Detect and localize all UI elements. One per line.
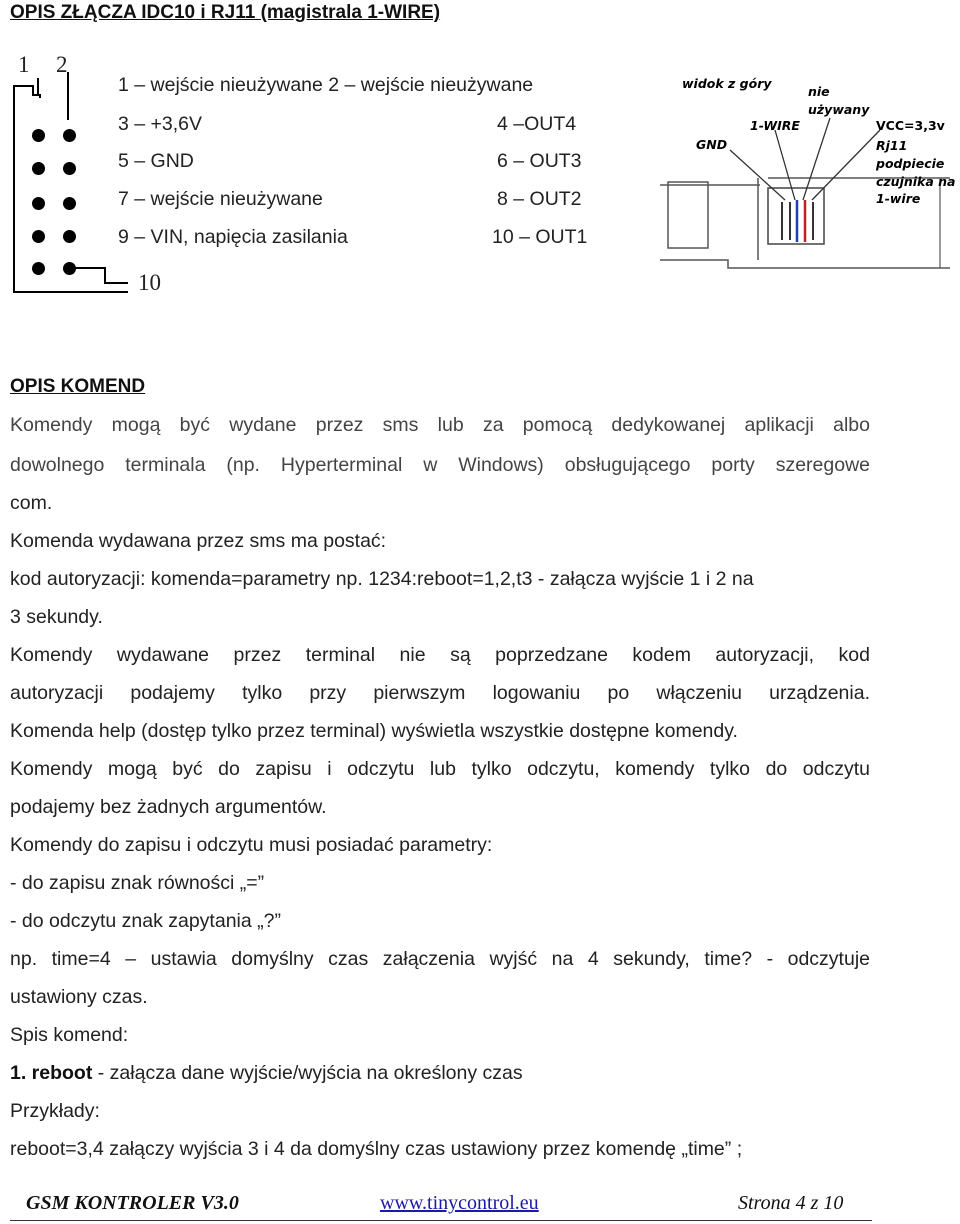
pin-label-1: 1 <box>18 52 30 77</box>
paragraph-10-line-1: np. time=4 – ustawia domyślny czas załączenia wyjść na 4 sekundy, time? - odczytuje <box>10 948 870 970</box>
pin-8-dot <box>63 230 76 243</box>
connector-title: OPIS ZŁĄCZA IDC10 i RJ11 (magistrala 1-WIRE) <box>10 2 441 23</box>
pin-5-dot <box>32 197 45 210</box>
rj11-note-line-3: czujnika na <box>876 174 956 189</box>
commands-title: OPIS KOMEND <box>10 376 146 397</box>
rj11-vcc-label: VCC=3,3v <box>876 118 945 133</box>
paragraph-8: - do zapisu znak równości „=” <box>10 872 265 894</box>
rj11-note-line-4: 1-wire <box>876 191 921 206</box>
rj11-unused-label-1: nie <box>808 84 830 99</box>
paragraph-1-line-1: Komendy mogą być wydane przez sms lub za pomocą dedykowanej aplikacji albo <box>10 414 870 436</box>
pin-6-dot <box>63 197 76 210</box>
paragraph-10-line-2: ustawiony czas. <box>10 986 148 1008</box>
footer-divider <box>10 1220 872 1221</box>
pin-3-dot <box>32 162 45 175</box>
rj11-wire-label: 1-WIRE <box>750 118 800 133</box>
rj11-gnd-label: GND <box>696 137 728 152</box>
rj11-unused-label-2: używany <box>808 102 870 117</box>
rj11-diagram <box>640 70 960 285</box>
command-list-title: Spis komend: <box>10 1024 129 1046</box>
pin-desc-10: 10 – OUT1 <box>492 226 588 248</box>
pin-label-2: 2 <box>56 52 68 77</box>
paragraph-6-line-1: Komendy mogą być do zapisu i odczytu lub tylko odczytu, komendy tylko do odczytu <box>10 758 870 780</box>
paragraph-4-line-1: Komendy wydawane przez terminal nie są poprzedzane kodem autoryzacji, kod <box>10 644 870 666</box>
pin-desc-4: 4 –OUT4 <box>497 113 577 135</box>
paragraph-7: Komendy do zapisu i odczytu musi posiadać parametry: <box>10 834 493 856</box>
pin-desc-9: 9 – VIN, napięcia zasilania <box>118 226 348 248</box>
pin-desc-8: 8 – OUT2 <box>497 188 582 210</box>
paragraph-1-line-3: com. <box>10 492 53 514</box>
example-1: reboot=3,4 załączy wyjścia 3 i 4 da domyślny czas ustawiony przez komendę „time” ; <box>10 1138 743 1160</box>
command-item-1-name: 1. reboot <box>10 1062 93 1084</box>
pin-desc-5: 5 – GND <box>118 150 194 172</box>
paragraph-3-line-2: 3 sekundy. <box>10 606 103 628</box>
pin-desc-7: 7 – wejście nieużywane <box>118 188 323 210</box>
paragraph-9: - do odczytu znak zapytania „?” <box>10 910 281 932</box>
pin-9-dot <box>32 262 45 275</box>
pin-desc-3: 3 – +3,6V <box>118 113 203 135</box>
pin-desc-1-2: 1 – wejście nieużywane 2 – wejście nieużywane <box>118 74 534 96</box>
rj11-note-line-1: Rj11 <box>876 138 908 153</box>
paragraph-6-line-2: podajemy bez żadnych argumentów. <box>10 796 327 818</box>
pin-1-dot <box>32 129 45 142</box>
command-item-1-description: - załącza dane wyjście/wyjścia na określony czas <box>92 1062 523 1084</box>
paragraph-2: Komenda wydawana przez sms ma postać: <box>10 530 387 552</box>
idc10-connector-diagram <box>0 0 110 300</box>
footer-url-link[interactable]: www.tinycontrol.eu <box>380 1192 539 1214</box>
footer-page-number: Strona 4 z 10 <box>738 1192 844 1214</box>
pin-desc-6: 6 – OUT3 <box>497 150 582 172</box>
paragraph-1-line-2: dowolnego terminala (np. Hyperterminal w Windows) obsługującego porty szeregowe <box>10 454 870 476</box>
paragraph-3-line-1: kod autoryzacji: komenda=parametry np. 1234:reboot=1,2,t3 - załącza wyjście 1 i 2 na <box>10 568 754 590</box>
paragraph-4-line-2: autoryzacji podajemy tylko przy pierwszym logowaniu po włączeniu urządzenia. <box>10 682 870 704</box>
footer-product: GSM KONTROLER V3.0 <box>26 1192 239 1214</box>
pin-2-dot <box>63 129 76 142</box>
rj11-view-label: widok z góry <box>682 76 772 91</box>
paragraph-5: Komenda help (dostęp tylko przez terminal) wyświetla wszystkie dostępne komendy. <box>10 720 738 742</box>
rj11-note-line-2: podpiecie <box>876 156 945 171</box>
pin-10-dot <box>63 262 76 275</box>
pin-7-dot <box>32 230 45 243</box>
pin-label-10: 10 <box>138 270 161 295</box>
pin-4-dot <box>63 162 76 175</box>
examples-label: Przykłady: <box>10 1100 100 1122</box>
command-item-1 <box>10 1054 523 1092</box>
